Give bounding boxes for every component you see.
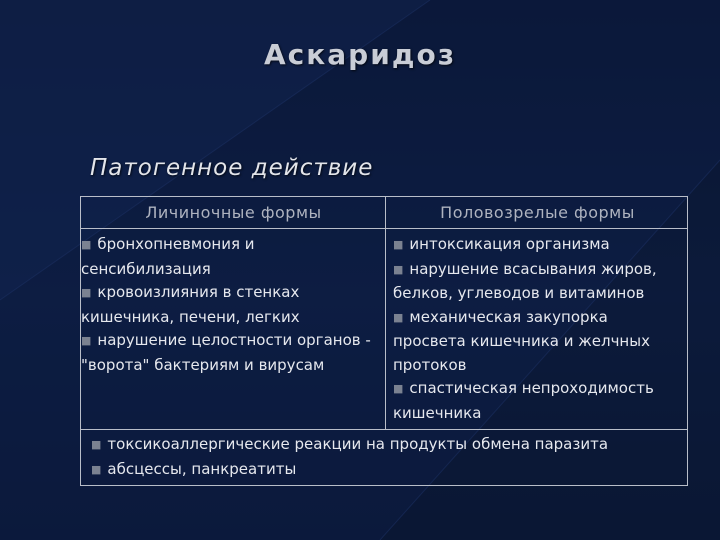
list-item <box>393 233 683 258</box>
header-larval-forms: Личиночные формы <box>145 203 322 222</box>
bullet-square-icon: ■ <box>91 438 102 451</box>
adult-forms-cell <box>393 233 683 425</box>
row-divider <box>81 429 687 430</box>
bullet-square-icon: ■ <box>81 286 92 299</box>
slide-subtitle: Патогенное действие <box>90 155 374 181</box>
list-item <box>393 258 683 306</box>
header-adult-forms: Половозрелые формы <box>440 203 635 222</box>
list-item <box>81 329 371 377</box>
bullet-square-icon: ■ <box>81 334 92 347</box>
list-item <box>393 377 683 425</box>
list-item-text: нарушение всасывания жиров, белков, углеводов и витаминов <box>393 259 657 302</box>
list-item-text: спастическая непроходимость кишечника <box>393 379 654 422</box>
list-item-text: механическая закупорка просвета кишечника и желчных протоков <box>393 307 650 374</box>
shared-effects-cell <box>91 433 681 482</box>
bullet-square-icon: ■ <box>393 310 404 324</box>
slide-title: Аскаридоз <box>264 38 456 71</box>
list-item <box>81 281 371 329</box>
list-item <box>393 306 683 378</box>
bullet-square-icon: ■ <box>81 238 92 251</box>
list-item-text: токсикоаллергические реакции на продукты обмена паразита <box>107 435 609 453</box>
list-item-text: кровоизлияния в стенках кишечника, печени, легких <box>81 283 300 326</box>
bullet-square-icon: ■ <box>393 238 404 251</box>
header-divider <box>81 228 687 229</box>
column-divider <box>385 197 386 429</box>
bullet-square-icon: ■ <box>393 262 404 276</box>
bullet-square-icon: ■ <box>393 382 404 395</box>
list-item-text: абсцессы, панкреатиты <box>107 459 297 478</box>
list-item-text: нарушение целостности органов - "ворота" бактериям и вирусам <box>81 331 371 374</box>
list-item-text: интоксикация организма <box>409 235 610 253</box>
list-item <box>81 233 371 281</box>
list-item-text: бронхопневмония и сенсибилизация <box>81 235 255 278</box>
larval-forms-cell <box>81 233 371 377</box>
comparison-table <box>80 196 688 486</box>
bullet-square-icon: ■ <box>91 462 102 476</box>
list-item <box>91 458 681 483</box>
list-item <box>91 433 681 458</box>
